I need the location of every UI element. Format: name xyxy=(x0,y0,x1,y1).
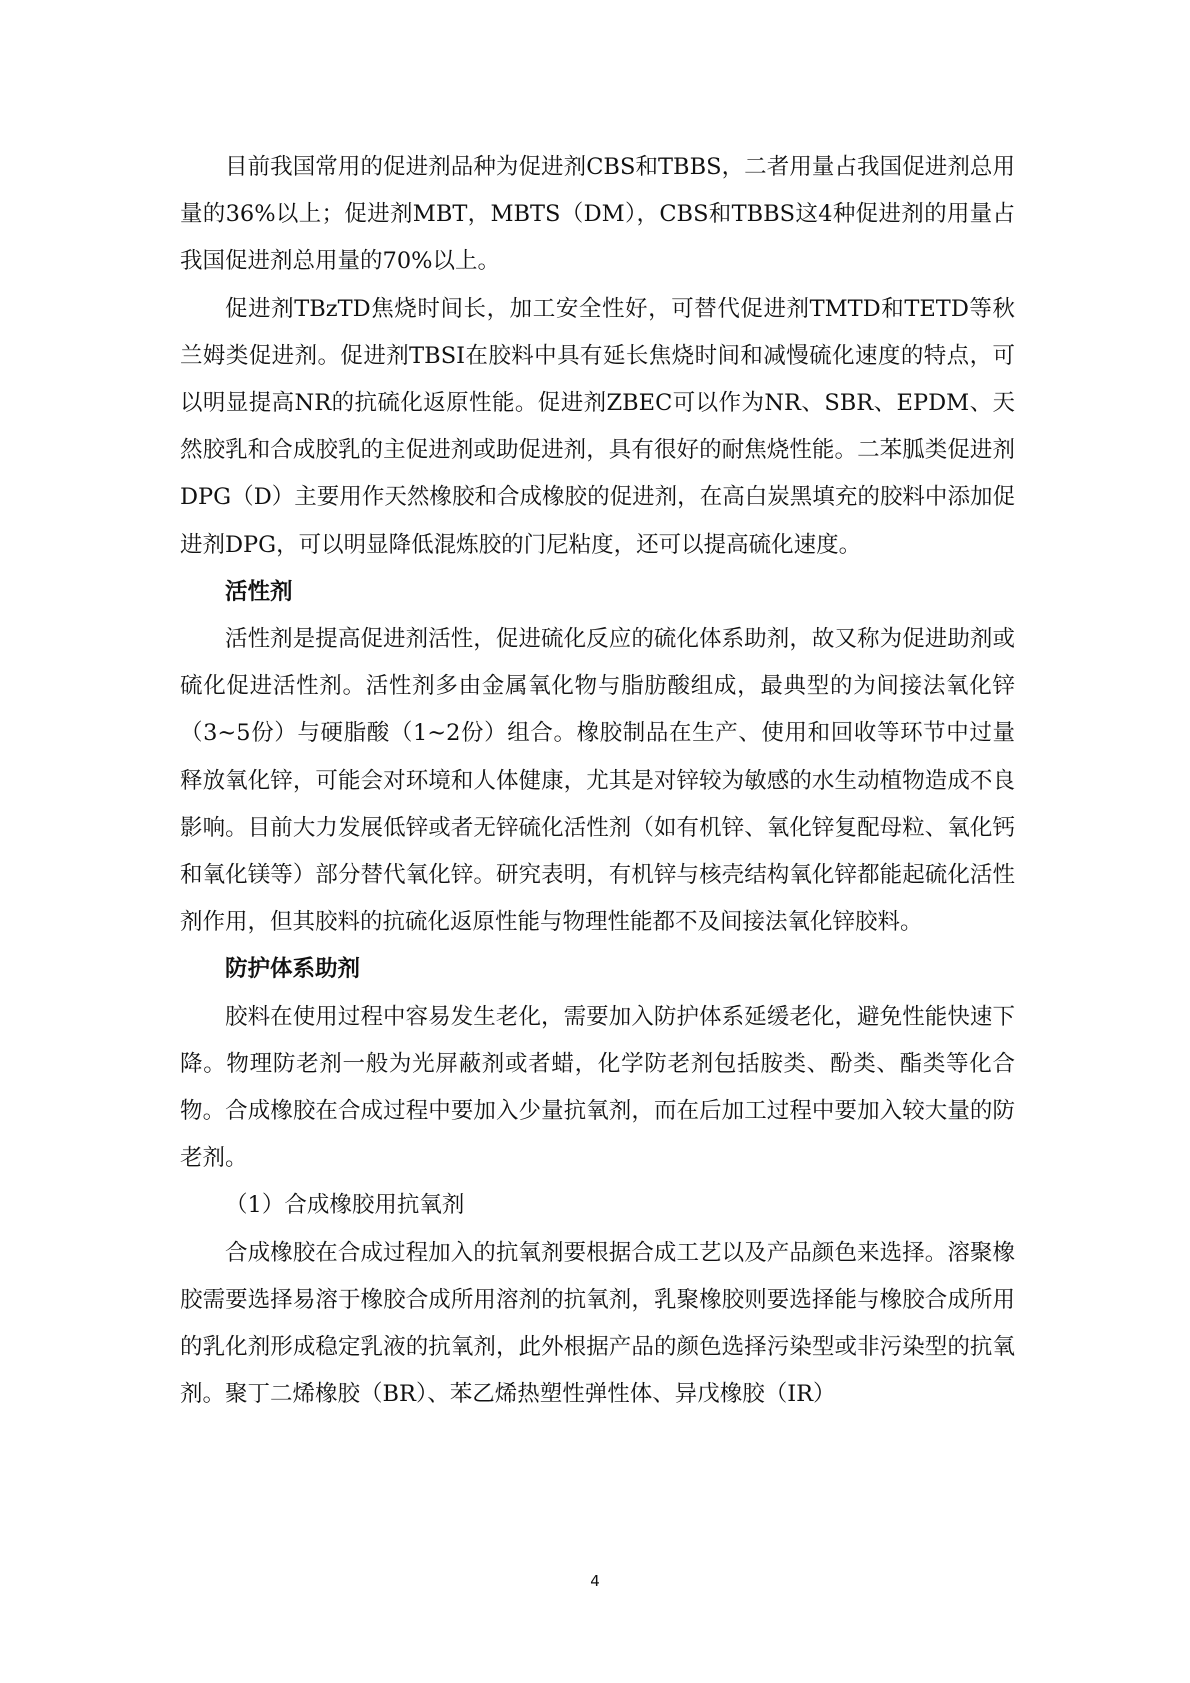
section-heading-protection: 防护体系助剂 xyxy=(225,956,361,983)
section-heading-activator: 活性剂 xyxy=(225,578,293,605)
subheading-synthetic-rubber-antioxidant: （1）合成橡胶用抗氧剂 xyxy=(225,1192,465,1219)
paragraph-accelerator-usage: 目前我国常用的促进剂品种为促进剂CBS和TBBS，二者用量占我国促进剂总用量的36%以上；促进剂MBT，MBTS（DM），CBS和TBBS这4种促进剂的用量占我国促进剂总用量的70%以上。 xyxy=(180,154,1015,275)
paragraph-accelerator-types: 促进剂TBzTD焦烧时间长，加工安全性好，可替代促进剂TMTD和TETD等秋兰姆类促进剂。促进剂TBSI在胶料中具有延长焦烧时间和减慢硫化速度的特点，可以明显提高NR的抗硫化返原性能。促进剂ZBEC可以作为NR、SBR、EPDM、天然胶乳和合成胶乳的主促进剂或助促进剂，具有很好的耐焦烧性能。二苯胍类促进剂DPG（D）主要用作天然橡胶和合成橡胶的促进剂，在高白炭黑填充的胶料中添加促进剂DPG，可以明显降低混炼胶的门尼粘度，还可以提高硫化速度。 xyxy=(180,295,1015,558)
page-number: 4 xyxy=(590,1572,600,1590)
paragraph-protection: 胶料在使用过程中容易发生老化，需要加入防护体系延缓老化，避免性能快速下降。物理防老剂一般为光屏蔽剂或者蜡，化学防老剂包括胺类、酚类、酯类等化合物。合成橡胶在合成过程中要加入少量抗氧剂，而在后加工过程中要加入较大量的防老剂。 xyxy=(180,1003,1015,1172)
paragraph-antioxidant-selection: 合成橡胶在合成过程加入的抗氧剂要根据合成工艺以及产品颜色来选择。溶聚橡胶需要选择易溶于橡胶合成所用溶剂的抗氧剂，乳聚橡胶则要选择能与橡胶合成所用的乳化剂形成稳定乳液的抗氧剂，此外根据产品的颜色选择污染型或非污染型的抗氧剂。聚丁二烯橡胶（BR）、苯乙烯热塑性弹性体、异戊橡胶（IR） xyxy=(180,1239,1015,1408)
document-body xyxy=(180,144,1015,1418)
paragraph-activator: 活性剂是提高促进剂活性，促进硫化反应的硫化体系助剂，故又称为促进助剂或硫化促进活性剂。活性剂多由金属氧化物与脂肪酸组成，最典型的为间接法氧化锌（3~5份）与硬脂酸（1~2份）组合。橡胶制品在生产、使用和回收等环节中过量释放氧化锌，可能会对环境和人体健康，尤其是对锌较为敏感的水生动植物造成不良影响。目前大力发展低锌或者无锌硫化活性剂（如有机锌、氧化锌复配母粒、氧化钙和氧化镁等）部分替代氧化锌。研究表明，有机锌与核壳结构氧化锌都能起硫化活性剂作用，但其胶料的抗硫化返原性能与物理性能都不及间接法氧化锌胶料。 xyxy=(180,626,1015,936)
